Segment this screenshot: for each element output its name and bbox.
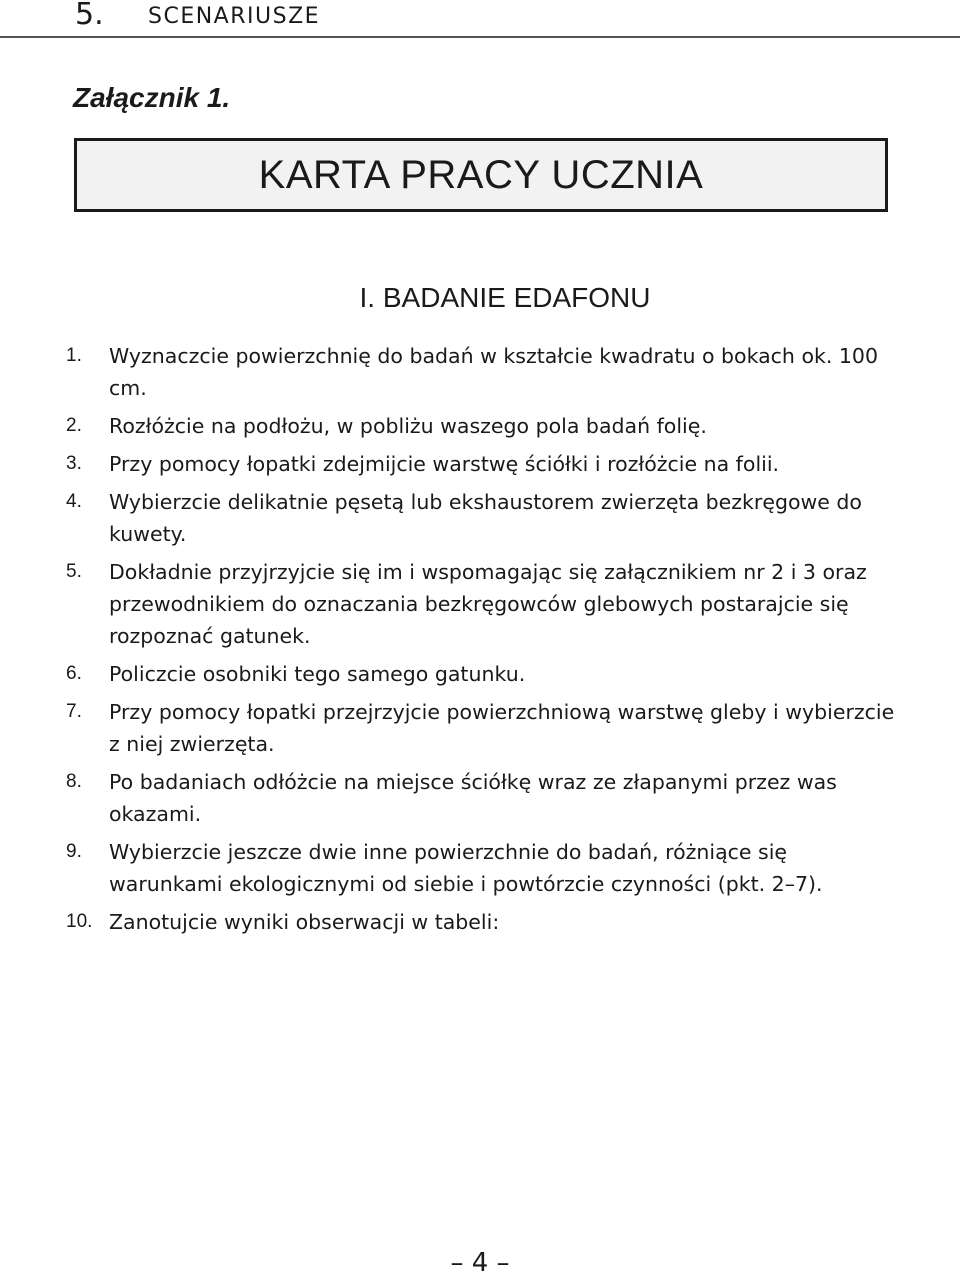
list-item [66, 766, 906, 830]
annex-label: Załącznik 1. [73, 82, 231, 113]
list-item [66, 836, 906, 900]
step-number: 7. [66, 701, 82, 722]
list-item [66, 486, 906, 550]
step-number: 9. [66, 841, 82, 862]
chapter-number: 5. [75, 0, 104, 32]
step-text: Zanotujcie wyniki obserwacji w tabeli: [109, 910, 500, 934]
chapter-title: SCENARIUSZE [148, 4, 321, 29]
list-item [66, 556, 906, 652]
step-text: Wyznaczcie powierzchnię do badań w kształcie kwadratu o bokach ok. 100 cm. [109, 344, 879, 400]
step-text: Po badaniach odłóżcie na miejsce ściółkę wraz ze złapanymi przez was okazami. [109, 770, 837, 826]
list-item [66, 658, 906, 690]
section-heading-wrap [0, 280, 960, 316]
step-text: Wybierzcie delikatnie pęsetą lub ekshaustorem zwierzęta bezkręgowe do kuwety. [109, 490, 862, 546]
step-text: Wybierzcie jeszcze dwie inne powierzchnie do badań, różniące się warunkami ekologicznymi od siebie i powtórzcie czynności (pkt. 2–7). [109, 840, 823, 896]
steps-list [66, 340, 906, 944]
list-item [66, 906, 906, 938]
step-number: 3. [66, 453, 82, 474]
page-title: KARTA PRACY UCZNIA [258, 153, 704, 197]
step-number: 8. [66, 771, 82, 792]
list-item [66, 410, 906, 442]
step-number: 1. [66, 345, 82, 366]
list-item [66, 340, 906, 404]
step-text: Rozłóżcie na podłożu, w pobliżu waszego pola badań folię. [109, 414, 707, 438]
chapter-header [0, 0, 960, 40]
list-item [66, 696, 906, 760]
section-heading: I. BADANIE EDAFONU [359, 282, 651, 313]
step-number: 10. [66, 911, 93, 932]
title-box [74, 138, 888, 212]
step-number: 4. [66, 491, 82, 512]
step-text: Przy pomocy łopatki przejrzyjcie powierzchniową warstwę gleby i wybierzcie z niej zwierzęta. [109, 700, 895, 756]
step-number: 5. [66, 561, 82, 582]
step-number: 2. [66, 415, 82, 436]
step-text: Przy pomocy łopatki zdejmijcie warstwę ściółki i rozłóżcie na folii. [109, 452, 780, 476]
header-divider [0, 36, 960, 38]
step-text: Dokładnie przyjrzyjcie się im i wspomagając się załącznikiem nr 2 i 3 oraz przewodnikiem do oznaczania bezkręgowców glebowych postarajcie się rozpoznać gatunek. [109, 560, 867, 648]
step-text: Policzcie osobniki tego samego gatunku. [109, 662, 526, 686]
step-number: 6. [66, 663, 82, 684]
list-item [66, 448, 906, 480]
page-number: – 4 – [450, 1248, 510, 1278]
